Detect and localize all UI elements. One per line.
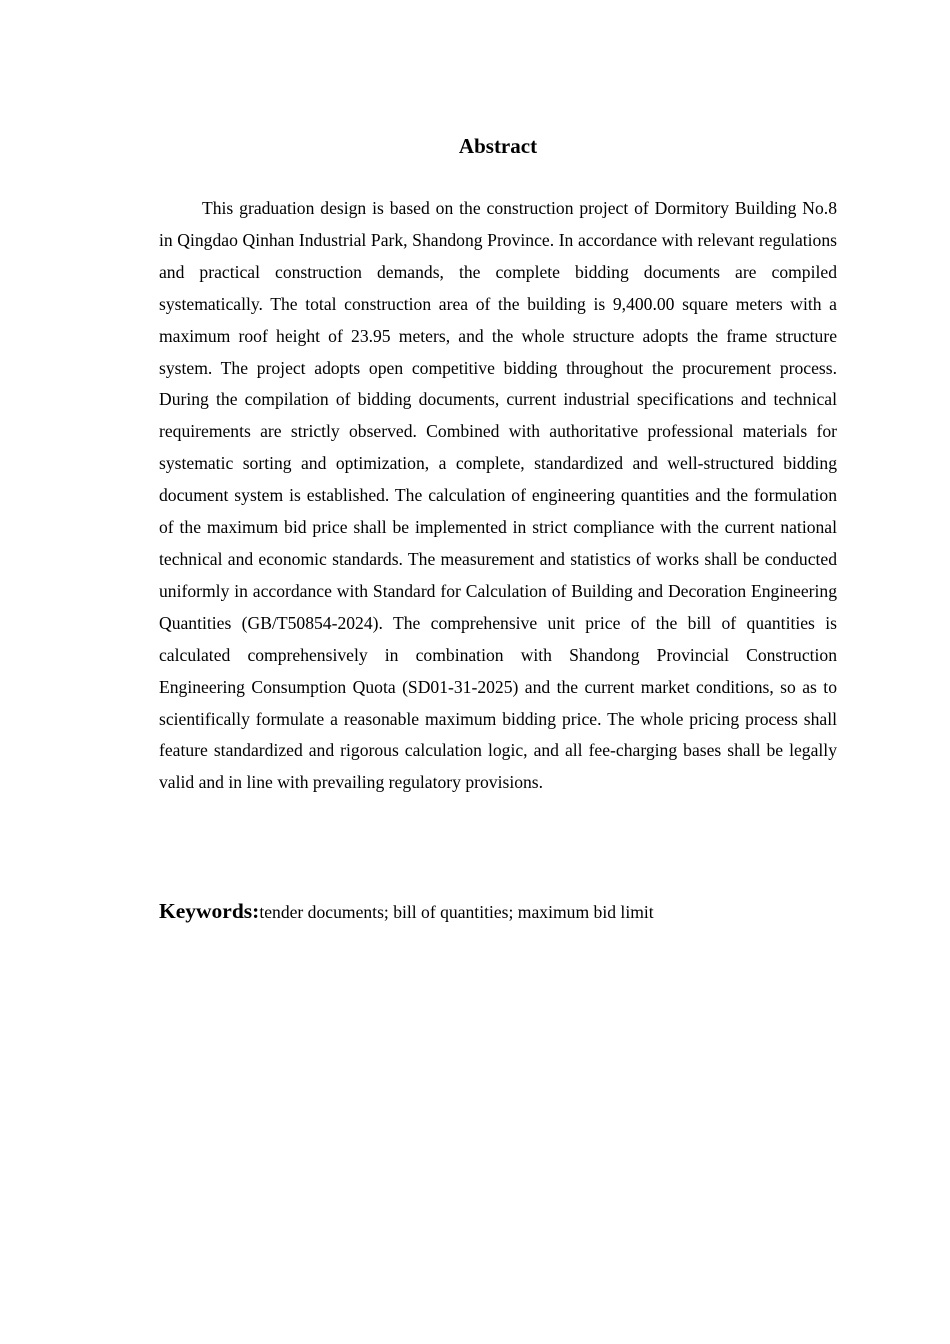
keywords-label: Keywords:	[159, 899, 260, 923]
page-title: Abstract	[458, 134, 538, 158]
keywords-text: tender documents; bill of quantities; maximum bid limit	[259, 902, 654, 922]
abstract-paragraph: This graduation design is based on the construction project of Dormitory Building No.8 in Qingdao Qinhan Industrial Park, Shandong Province. In accordance with relevant regulations and practical construction demands, the complete bidding documents are compiled systematically. The total construction area of the building is 9,400.00 square meters with a maximum roof height of 23.95 meters, and the whole structure adopts the frame structure system. The project adopts open competitive bidding throughout the procurement process. During the compilation of bidding documents, current industrial specifications and technical requirements are strictly observed. Combined with authoritative professional materials for systematic sorting and optimization, a complete, standardized and well-structured bidding document system is established. The calculation of engineering quantities and the formulation of the maximum bid price shall be implemented in strict compliance with the current national technical and economic standards. The measurement and statistics of works shall be conducted uniformly in accordance with Standard for Calculation of Building and Decoration Engineering Quantities (GB/T50854-2024). The comprehensive unit price of the bill of quantities is calculated comprehensively in combination with Shandong Provincial Construction Engineering Consumption Quota (SD01-31-2025) and the current market conditions, so as to scientifically formulate a reasonable maximum bidding price. The whole pricing process shall feature standardized and rigorous calculation logic, and all fee-charging bases shall be legally valid and in line with prevailing regulatory provisions.	[159, 198, 837, 793]
keywords-line	[159, 894, 837, 931]
